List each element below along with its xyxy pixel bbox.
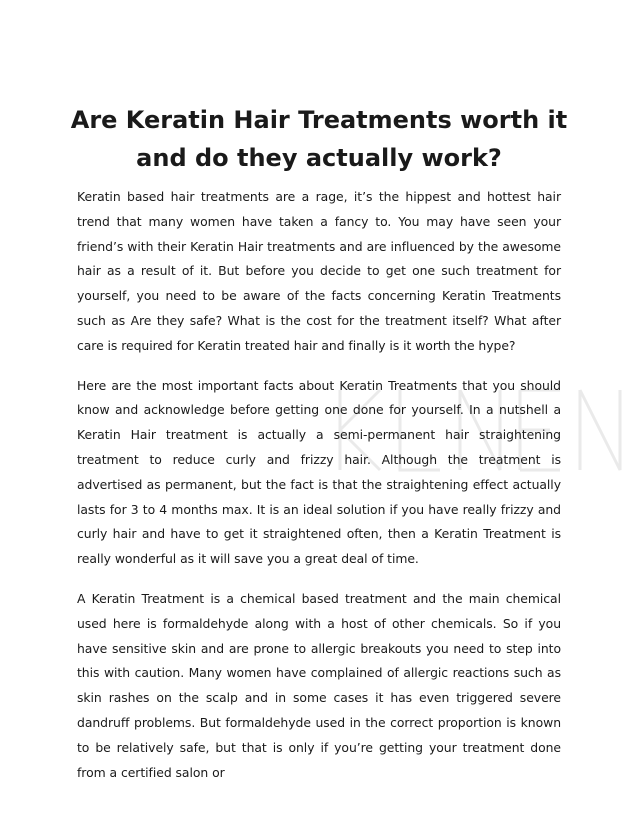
paragraph-1: Keratin based hair treatments are a rage, it’s the hippest and hottest hair trend that many women have taken a fancy to. You may have seen your friend’s with their Keratin Hair treatments and are influenced by the awesome hair as a result of it. But before you decide to get one such treatment for yourself, you need to be aware of the facts concerning Keratin Treatments such as Are they safe? What is the cost for the treatment itself? What after care is required for Keratin treated hair and finally is it worth the hype? [77, 189, 561, 353]
paragraph-2: Here are the most important facts about Keratin Treatments that you should know and acknowledge before getting one done for yourself. In a nutshell a Keratin Hair treatment is actually a semi-permanent hair straightening treatment to reduce curly and frizzy hair. Although the treatment is advertised as permanent, but the fact is that the straightening effect actually lasts for 3 to 4 months max. It is an ideal solution if you have really frizzy and curly hair and have to get it straightened often, then a Keratin Treatment is really wonderful as it will save you a great deal of time. [77, 377, 561, 567]
body-text [77, 185, 561, 800]
paragraph-3: A Keratin Treatment is a chemical based treatment and the main chemical used here is formaldehyde along with a host of other chemicals. So if you have sensitive skin and are prone to allergic breakouts you need to step into this with caution. Many women have complained of allergic reactions such as skin rashes on the scalp and in some cases it has even triggered severe dandruff problems. But formaldehyde used in the correct proportion is known to be relatively safe, but that is only if you’re getting your treatment done from a certified salon or [77, 590, 561, 780]
title-line-2: and do they actually work? [136, 144, 502, 172]
title-line-1: Are Keratin Hair Treatments worth it [70, 106, 568, 134]
page-title [60, 101, 578, 177]
